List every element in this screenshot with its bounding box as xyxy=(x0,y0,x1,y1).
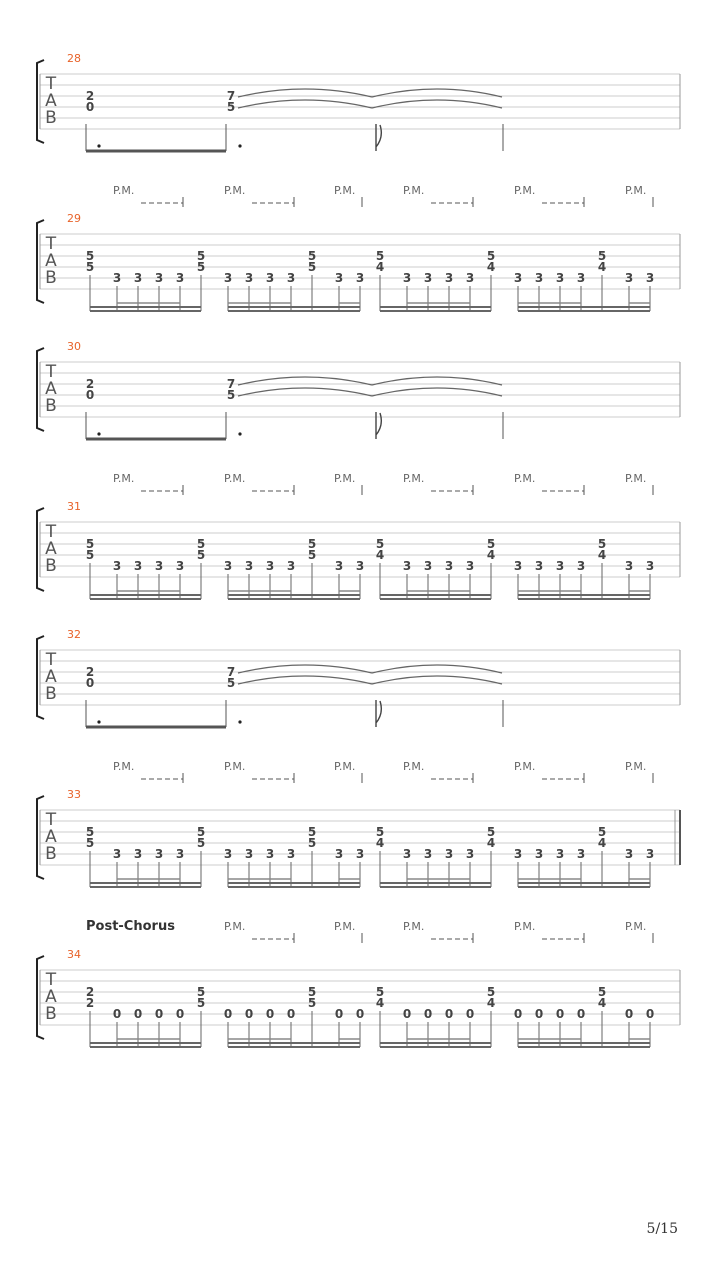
palm-mute-label: P.M. xyxy=(514,184,536,197)
fret-number: 3 xyxy=(223,559,233,573)
fret-number: 5 xyxy=(196,985,206,999)
palm-mute-label: P.M. xyxy=(514,760,536,773)
dot xyxy=(238,144,241,147)
fret-number: 0 xyxy=(265,1007,275,1021)
tab-clef-a: A xyxy=(45,251,57,271)
tab-system-28 xyxy=(37,52,680,151)
fret-number: 3 xyxy=(175,847,185,861)
fret-number: 2 xyxy=(85,89,95,103)
fret-number: 3 xyxy=(465,559,475,573)
fret-number: 5 xyxy=(85,825,95,839)
fret-number: 3 xyxy=(355,847,365,861)
tab-clef-t: T xyxy=(45,522,57,542)
palm-mute-label: P.M. xyxy=(334,920,356,933)
tab-clef-t: T xyxy=(45,810,57,830)
measure-number: 30 xyxy=(67,340,81,353)
tab-clef-b: B xyxy=(45,268,57,288)
fret-number: 3 xyxy=(576,271,586,285)
fret-number: 0 xyxy=(576,1007,586,1021)
fret-number: 4 xyxy=(375,260,385,274)
fret-number: 7 xyxy=(226,89,236,103)
tab-system-32 xyxy=(37,628,680,727)
fret-number: 5 xyxy=(486,249,496,263)
dot xyxy=(97,432,100,435)
fret-number: 0 xyxy=(85,676,95,690)
fret-number: 4 xyxy=(597,996,607,1010)
fret-number: 5 xyxy=(307,260,317,274)
fret-number: 3 xyxy=(576,847,586,861)
fret-number: 3 xyxy=(645,847,655,861)
palm-mute-label: P.M. xyxy=(625,760,647,773)
palm-mute-label: P.M. xyxy=(403,184,425,197)
fret-number: 0 xyxy=(465,1007,475,1021)
fret-number: 3 xyxy=(244,559,254,573)
tab-clef-b: B xyxy=(45,1004,57,1024)
tab-clef-a: A xyxy=(45,379,57,399)
fret-number: 3 xyxy=(423,559,433,573)
fret-number: 3 xyxy=(513,271,523,285)
fret-number: 4 xyxy=(486,260,496,274)
tab-clef-b: B xyxy=(45,108,57,128)
palm-mute-label: P.M. xyxy=(113,760,135,773)
fret-number: 5 xyxy=(226,100,236,114)
fret-number: 3 xyxy=(175,559,185,573)
fret-number: 3 xyxy=(112,559,122,573)
fret-number: 3 xyxy=(112,847,122,861)
palm-mute-label: P.M. xyxy=(113,184,135,197)
fret-number: 3 xyxy=(555,847,565,861)
fret-number: 3 xyxy=(355,271,365,285)
palm-mute-label: P.M. xyxy=(113,472,135,485)
fret-number: 3 xyxy=(444,847,454,861)
fret-number: 5 xyxy=(597,537,607,551)
fret-number: 5 xyxy=(486,985,496,999)
fret-number: 4 xyxy=(597,836,607,850)
fret-number: 5 xyxy=(597,985,607,999)
fret-number: 0 xyxy=(244,1007,254,1021)
fret-number: 5 xyxy=(307,537,317,551)
fret-number: 0 xyxy=(133,1007,143,1021)
tab-clef-a: A xyxy=(45,987,57,1007)
measure-number: 31 xyxy=(67,500,81,513)
fret-number: 3 xyxy=(576,559,586,573)
fret-number: 5 xyxy=(307,996,317,1010)
palm-mute-label: P.M. xyxy=(224,920,246,933)
tab-clef-a: A xyxy=(45,539,57,559)
fret-number: 3 xyxy=(555,271,565,285)
dot xyxy=(238,432,241,435)
tab-clef-b: B xyxy=(45,684,57,704)
tab-clef-t: T xyxy=(45,970,57,990)
palm-mute-label: P.M. xyxy=(514,920,536,933)
tab-system-29 xyxy=(37,184,680,311)
fret-number: 5 xyxy=(597,825,607,839)
tab-clef-t: T xyxy=(45,362,57,382)
tab-system-31 xyxy=(37,472,680,599)
fret-number: 0 xyxy=(534,1007,544,1021)
fret-number: 2 xyxy=(85,985,95,999)
fret-number: 3 xyxy=(645,559,655,573)
fret-number: 5 xyxy=(196,996,206,1010)
fret-number: 3 xyxy=(223,271,233,285)
fret-number: 5 xyxy=(85,836,95,850)
fret-number: 5 xyxy=(307,825,317,839)
fret-number: 0 xyxy=(175,1007,185,1021)
fret-number: 3 xyxy=(112,271,122,285)
fret-number: 5 xyxy=(85,548,95,562)
fret-number: 0 xyxy=(223,1007,233,1021)
fret-number: 3 xyxy=(133,559,143,573)
fret-number: 3 xyxy=(402,559,412,573)
tab-clef-a: A xyxy=(45,667,57,687)
section-label: Post-Chorus xyxy=(86,919,175,934)
fret-number: 3 xyxy=(444,271,454,285)
fret-number: 0 xyxy=(645,1007,655,1021)
fret-number: 3 xyxy=(265,271,275,285)
fret-number: 3 xyxy=(402,847,412,861)
fret-number: 0 xyxy=(154,1007,164,1021)
tab-clef-t: T xyxy=(45,234,57,254)
fret-number: 5 xyxy=(307,985,317,999)
palm-mute-label: P.M. xyxy=(403,472,425,485)
fret-number: 5 xyxy=(196,249,206,263)
fret-number: 7 xyxy=(226,377,236,391)
fret-number: 3 xyxy=(645,271,655,285)
fret-number: 3 xyxy=(513,559,523,573)
tab-clef-b: B xyxy=(45,556,57,576)
fret-number: 5 xyxy=(196,548,206,562)
palm-mute-label: P.M. xyxy=(334,472,356,485)
fret-number: 4 xyxy=(597,260,607,274)
tab-clef-b: B xyxy=(45,396,57,416)
fret-number: 4 xyxy=(597,548,607,562)
fret-number: 0 xyxy=(286,1007,296,1021)
dot xyxy=(97,144,100,147)
fret-number: 3 xyxy=(175,271,185,285)
palm-mute-label: P.M. xyxy=(403,920,425,933)
fret-number: 5 xyxy=(375,825,385,839)
tab-clef-a: A xyxy=(45,827,57,847)
fret-number: 3 xyxy=(223,847,233,861)
fret-number: 4 xyxy=(375,548,385,562)
fret-number: 3 xyxy=(265,847,275,861)
fret-number: 5 xyxy=(196,260,206,274)
fret-number: 5 xyxy=(375,985,385,999)
fret-number: 5 xyxy=(486,825,496,839)
fret-number: 5 xyxy=(196,836,206,850)
fret-number: 2 xyxy=(85,665,95,679)
fret-number: 0 xyxy=(334,1007,344,1021)
palm-mute-label: P.M. xyxy=(625,184,647,197)
fret-number: 5 xyxy=(307,548,317,562)
measure-number: 33 xyxy=(67,788,81,801)
fret-number: 0 xyxy=(85,388,95,402)
fret-number: 5 xyxy=(85,537,95,551)
fret-number: 3 xyxy=(334,847,344,861)
fret-number: 3 xyxy=(423,847,433,861)
tied-note-flag xyxy=(376,700,381,727)
palm-mute-label: P.M. xyxy=(625,472,647,485)
fret-number: 5 xyxy=(85,249,95,263)
fret-number: 3 xyxy=(244,271,254,285)
fret-number: 0 xyxy=(624,1007,634,1021)
dot xyxy=(97,720,100,723)
palm-mute-label: P.M. xyxy=(514,472,536,485)
fret-number: 5 xyxy=(375,537,385,551)
palm-mute-label: P.M. xyxy=(334,760,356,773)
fret-number: 5 xyxy=(226,676,236,690)
fret-number: 3 xyxy=(534,559,544,573)
fret-number: 3 xyxy=(534,271,544,285)
fret-number: 5 xyxy=(597,249,607,263)
fret-number: 2 xyxy=(85,377,95,391)
fret-number: 5 xyxy=(307,249,317,263)
fret-number: 3 xyxy=(534,847,544,861)
fret-number: 3 xyxy=(334,271,344,285)
fret-number: 3 xyxy=(133,847,143,861)
palm-mute-label: P.M. xyxy=(403,760,425,773)
dot xyxy=(238,720,241,723)
fret-number: 0 xyxy=(513,1007,523,1021)
fret-number: 3 xyxy=(286,559,296,573)
fret-number: 4 xyxy=(486,996,496,1010)
fret-number: 3 xyxy=(334,559,344,573)
fret-number: 5 xyxy=(307,836,317,850)
fret-number: 3 xyxy=(624,559,634,573)
fret-number: 3 xyxy=(465,271,475,285)
fret-number: 4 xyxy=(375,836,385,850)
fret-number: 3 xyxy=(624,271,634,285)
fret-number: 0 xyxy=(85,100,95,114)
fret-number: 5 xyxy=(85,260,95,274)
fret-number: 0 xyxy=(423,1007,433,1021)
palm-mute-label: P.M. xyxy=(224,472,246,485)
fret-number: 2 xyxy=(85,996,95,1010)
fret-number: 5 xyxy=(486,537,496,551)
fret-number: 5 xyxy=(375,249,385,263)
fret-number: 3 xyxy=(286,271,296,285)
fret-number: 3 xyxy=(265,559,275,573)
measure-number: 34 xyxy=(67,948,81,961)
fret-number: 0 xyxy=(355,1007,365,1021)
fret-number: 3 xyxy=(133,271,143,285)
fret-number: 5 xyxy=(226,388,236,402)
fret-number: 3 xyxy=(286,847,296,861)
fret-number: 3 xyxy=(465,847,475,861)
fret-number: 3 xyxy=(154,559,164,573)
measure-number: 29 xyxy=(67,212,81,225)
tab-clef-t: T xyxy=(45,74,57,94)
tab-system-30 xyxy=(37,340,680,439)
fret-number: 4 xyxy=(375,996,385,1010)
tab-clef-a: A xyxy=(45,91,57,111)
palm-mute-label: P.M. xyxy=(224,760,246,773)
palm-mute-label: P.M. xyxy=(334,184,356,197)
tab-clef-b: B xyxy=(45,844,57,864)
palm-mute-label: P.M. xyxy=(224,184,246,197)
measure-number: 28 xyxy=(67,52,81,65)
fret-number: 3 xyxy=(513,847,523,861)
tab-system-33 xyxy=(37,760,680,887)
tab-system-34 xyxy=(37,919,680,1047)
fret-number: 3 xyxy=(402,271,412,285)
fret-number: 4 xyxy=(486,836,496,850)
page-number: 5/15 xyxy=(646,1221,678,1237)
fret-number: 3 xyxy=(423,271,433,285)
tab-clef-t: T xyxy=(45,650,57,670)
palm-mute-label: P.M. xyxy=(625,920,647,933)
fret-number: 3 xyxy=(555,559,565,573)
fret-number: 0 xyxy=(112,1007,122,1021)
fret-number: 3 xyxy=(154,847,164,861)
tied-note-flag xyxy=(376,412,381,439)
fret-number: 7 xyxy=(226,665,236,679)
fret-number: 3 xyxy=(624,847,634,861)
fret-number: 3 xyxy=(444,559,454,573)
fret-number: 5 xyxy=(196,825,206,839)
fret-number: 3 xyxy=(355,559,365,573)
measure-number: 32 xyxy=(67,628,81,641)
fret-number: 0 xyxy=(555,1007,565,1021)
fret-number: 5 xyxy=(196,537,206,551)
fret-number: 3 xyxy=(244,847,254,861)
tied-note-flag xyxy=(376,124,381,151)
fret-number: 4 xyxy=(486,548,496,562)
fret-number: 0 xyxy=(444,1007,454,1021)
fret-number: 3 xyxy=(154,271,164,285)
fret-number: 0 xyxy=(402,1007,412,1021)
